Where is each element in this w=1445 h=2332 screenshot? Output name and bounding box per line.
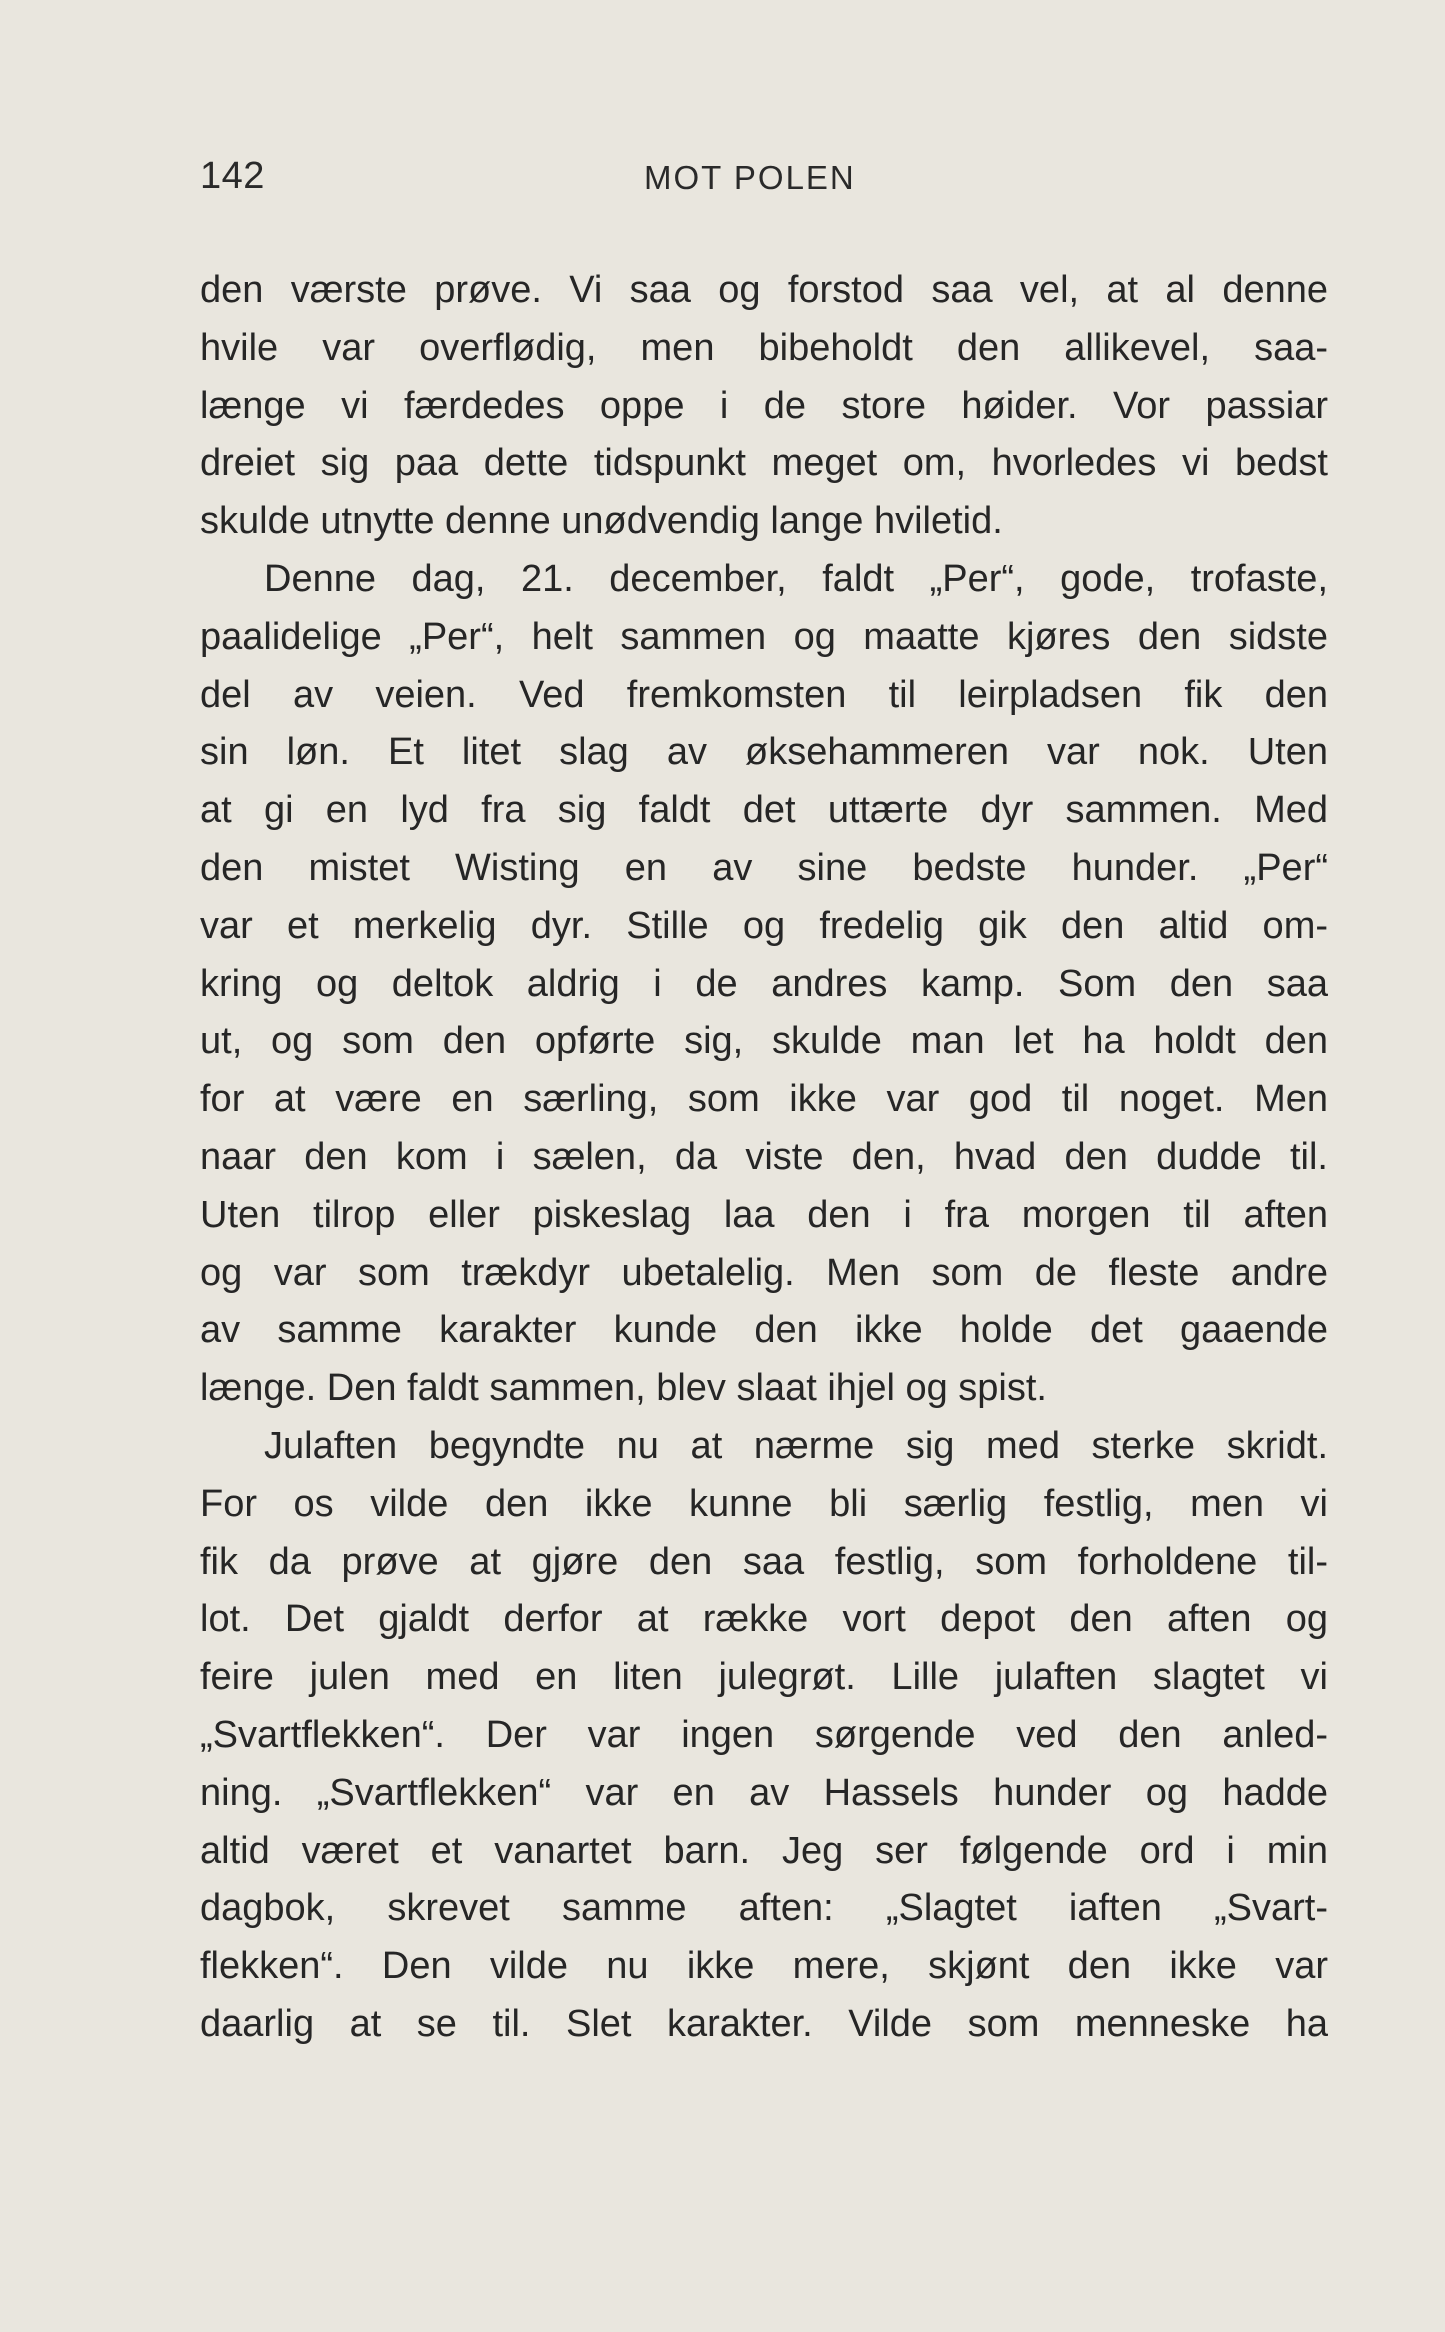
- text-line: paalidelige „Per“, helt sammen og maatte kjøres den sidste: [200, 615, 1328, 658]
- text-line: altid været et vanartet barn. Jeg ser følgende ord i min: [200, 1829, 1328, 1872]
- running-title: MOT POLEN: [644, 159, 856, 196]
- body-text: [200, 262, 1328, 2054]
- text-line: den værste prøve. Vi saa og forstod saa vel, at al denne: [200, 269, 1328, 311]
- text-line: dreiet sig paa dette tidspunkt meget om, hvorledes vi bedst: [200, 442, 1328, 485]
- text-line: ning. „Svartflekken“ var en av Hassels hunder og hadde: [200, 1771, 1328, 1814]
- text-line: og var som trækdyr ubetalelig. Men som de fleste andre: [200, 1251, 1328, 1294]
- running-head: [0, 155, 1445, 205]
- text-line: daarlig at se til. Slet karakter. Vilde som menneske ha: [200, 2002, 1328, 2045]
- page-number: 142: [200, 155, 265, 197]
- text-line: sin løn. Et litet slag av øksehammeren var nok. Uten: [200, 731, 1328, 774]
- text-line: dagbok, skrevet samme aften: „Slagtet iaften „Svart-: [200, 1887, 1328, 1930]
- text-line: længe. Den faldt sammen, blev slaat ihjel og spist.: [200, 1367, 1047, 1410]
- text-line: feire julen med en liten julegrøt. Lille julaften slagtet vi: [200, 1656, 1328, 1699]
- text-line: skulde utnytte denne unødvendig lange hviletid.: [200, 500, 1003, 543]
- text-line: Denne dag, 21. december, faldt „Per“, gode, trofaste,: [264, 557, 1328, 600]
- text-line: for at være en særling, som ikke var god til noget. Men: [200, 1078, 1328, 1121]
- text-line: flekken“. Den vilde nu ikke mere, skjønt den ikke var: [200, 1945, 1328, 1988]
- text-line: For os vilde den ikke kunne bli særlig festlig, men vi: [200, 1482, 1328, 1525]
- text-line: at gi en lyd fra sig faldt det uttærte dyr sammen. Med: [200, 789, 1328, 832]
- text-line: var et merkelig dyr. Stille og fredelig gik den altid om-: [200, 904, 1328, 947]
- text-line: kring og deltok aldrig i de andres kamp. Som den saa: [200, 962, 1328, 1005]
- text-line: del av veien. Ved fremkomsten til leirpladsen fik den: [200, 673, 1328, 716]
- text-line: længe vi færdedes oppe i de store høider. Vor passiar: [200, 384, 1328, 427]
- text-line: naar den kom i sælen, da viste den, hvad den dudde til.: [200, 1135, 1328, 1178]
- text-line: hvile var overflødig, men bibeholdt den allikevel, saa-: [200, 326, 1328, 369]
- text-line: Uten tilrop eller piskeslag laa den i fra morgen til aften: [200, 1193, 1328, 1236]
- text-line: ut, og som den opførte sig, skulde man let ha holdt den: [200, 1020, 1328, 1063]
- text-line: lot. Det gjaldt derfor at række vort depot den aften og: [200, 1598, 1328, 1641]
- text-line: fik da prøve at gjøre den saa festlig, som forholdene til-: [200, 1540, 1328, 1583]
- text-line: den mistet Wisting en av sine bedste hunder. „Per“: [200, 846, 1328, 889]
- text-line: Julaften begyndte nu at nærme sig med sterke skridt.: [264, 1424, 1328, 1467]
- text-line: „Svartflekken“. Der var ingen sørgende ved den anled-: [200, 1713, 1328, 1756]
- text-line: av samme karakter kunde den ikke holde det gaaende: [200, 1309, 1328, 1352]
